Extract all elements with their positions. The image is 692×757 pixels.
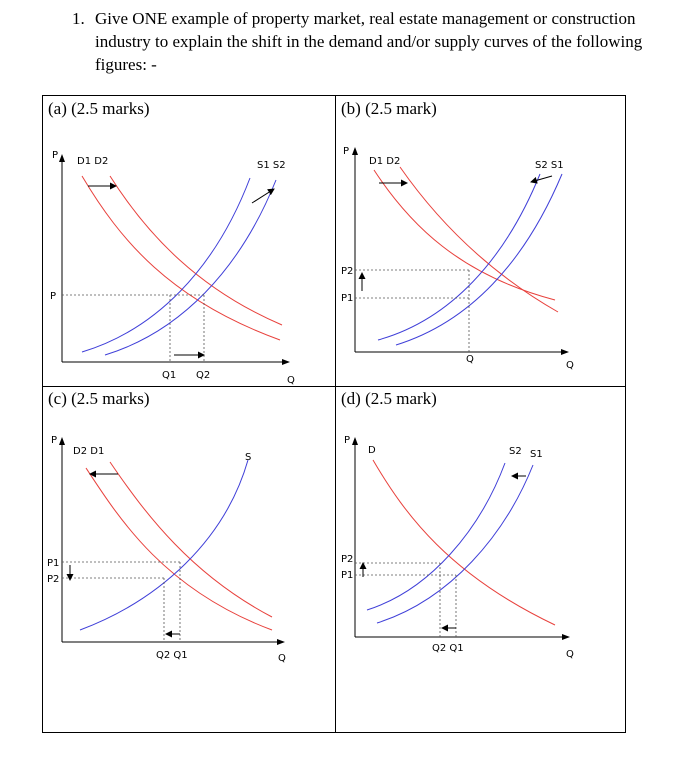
chart-c-demand-1 xyxy=(110,462,272,617)
chart-c-supply xyxy=(80,460,248,630)
chart-d xyxy=(341,435,574,660)
chart-c-p2: P2 xyxy=(47,574,60,585)
chart-b-supply-labels: S2 S1 xyxy=(535,160,564,171)
question-number: 1. xyxy=(72,9,85,28)
chart-c xyxy=(47,435,286,664)
chart-d-supply-2 xyxy=(367,463,505,610)
chart-c-demand-2 xyxy=(86,468,272,630)
chart-a-x-arrow xyxy=(282,359,290,365)
chart-a-demand-1 xyxy=(82,176,280,340)
chart-b-supply-1 xyxy=(396,174,562,345)
chart-d-supply-2-label: S2 xyxy=(509,446,522,457)
chart-b-x-arrow xyxy=(561,349,569,355)
chart-d-p2: P2 xyxy=(341,554,354,565)
chart-b-p-axis: P xyxy=(343,146,350,157)
chart-d-q-axis: Q xyxy=(566,649,574,660)
chart-d-quantities: Q2 Q1 xyxy=(432,643,464,654)
chart-a-demand-labels: D1 D2 xyxy=(77,156,109,167)
chart-c-p-axis: P xyxy=(51,435,58,446)
chart-a-q2: Q2 xyxy=(196,370,211,381)
chart-a xyxy=(50,150,295,386)
chart-c-demand-labels: D2 D1 xyxy=(73,446,105,457)
chart-a-q-axis: Q xyxy=(287,375,295,386)
chart-c-p1: P1 xyxy=(47,558,60,569)
chart-d-x-arrow xyxy=(562,634,570,640)
chart-b-q-axis: Q xyxy=(566,360,574,371)
chart-d-p-axis: P xyxy=(344,435,351,446)
chart-c-supply-label: S xyxy=(245,452,252,463)
chart-b-supply-shift-arrow xyxy=(531,176,552,182)
chart-d-demand xyxy=(373,460,555,625)
chart-b-demand-labels: D1 D2 xyxy=(369,156,401,167)
chart-b-q: Q xyxy=(466,354,474,365)
chart-a-p-axis: P xyxy=(52,150,59,161)
chart-a-p-level: P xyxy=(50,291,57,302)
chart-c-x-arrow xyxy=(277,639,285,645)
chart-b-y-arrow xyxy=(352,147,358,155)
chart-a-y-arrow xyxy=(59,154,65,162)
chart-b-p1: P1 xyxy=(341,293,354,304)
chart-b-demand-1 xyxy=(374,170,555,300)
chart-a-q1: Q1 xyxy=(162,370,177,381)
panel-a-label: (a) (2.5 marks) xyxy=(48,99,150,118)
chart-b-demand-2 xyxy=(400,167,558,312)
panel-b-label: (b) (2.5 mark) xyxy=(341,99,437,118)
chart-b xyxy=(341,146,574,371)
chart-a-demand-2 xyxy=(110,176,282,325)
panel-d-label: (d) (2.5 mark) xyxy=(341,389,437,408)
panel-c-label: (c) (2.5 marks) xyxy=(48,389,150,408)
chart-a-supply-shift-arrow xyxy=(252,189,274,203)
question-text: Give ONE example of property market, real estate management or construction industry to explain the shift in the demand and/or supply curves of the following figures: - xyxy=(95,9,643,74)
chart-c-y-arrow xyxy=(59,437,65,445)
chart-d-supply-1-label: S1 xyxy=(530,449,543,460)
chart-d-supply-1 xyxy=(377,465,533,623)
chart-c-quantities: Q2 Q1 xyxy=(156,650,188,661)
chart-b-p2: P2 xyxy=(341,266,354,277)
chart-d-p1: P1 xyxy=(341,570,354,581)
chart-d-y-arrow xyxy=(352,437,358,445)
chart-c-q-axis: Q xyxy=(278,653,286,664)
chart-a-supply-labels: S1 S2 xyxy=(257,160,286,171)
chart-d-demand-label: D xyxy=(368,445,376,456)
